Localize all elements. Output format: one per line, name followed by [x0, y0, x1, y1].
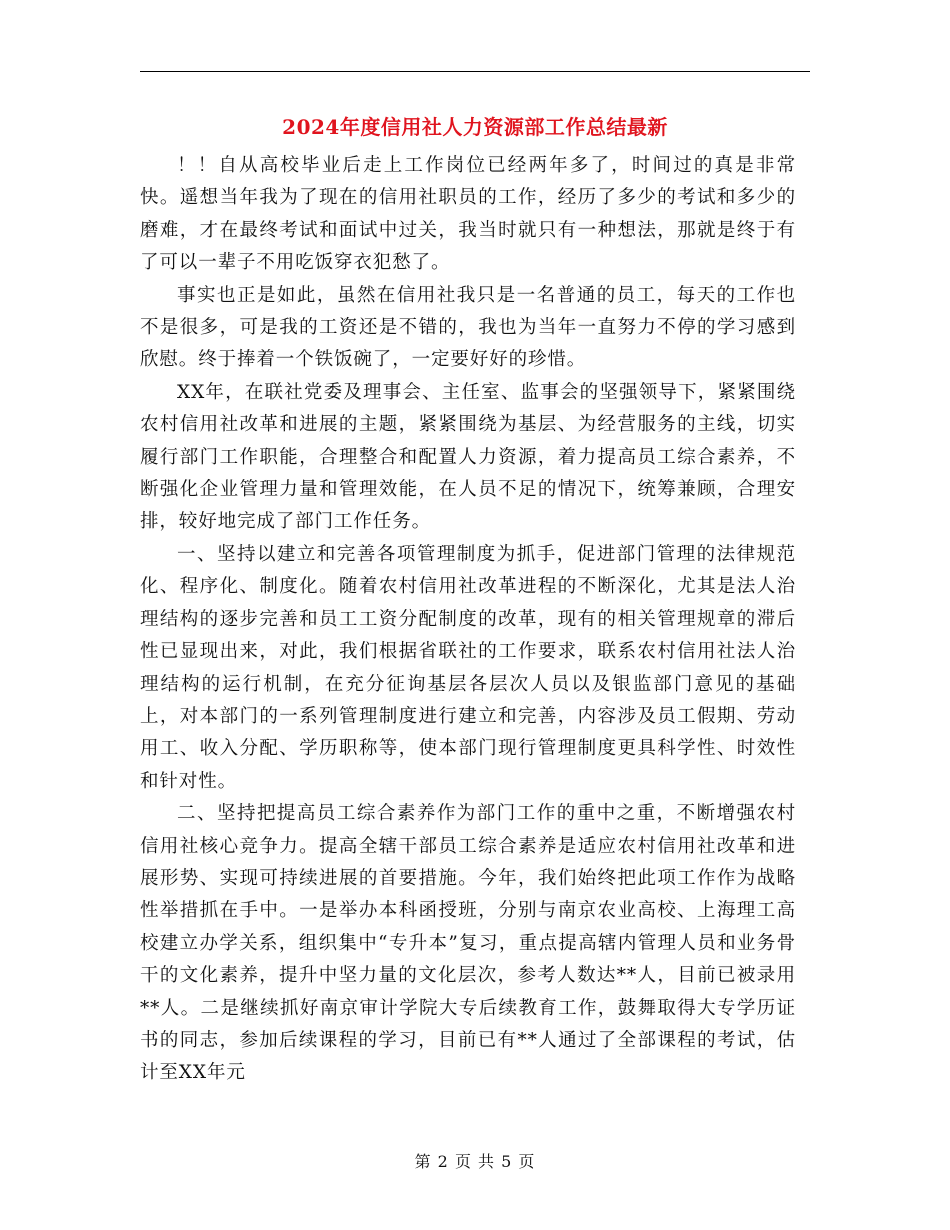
- document-title: 2024年度信用社人力资源部工作总结最新: [282, 115, 668, 139]
- page-number: 第 2 页 共 5 页: [414, 1152, 536, 1171]
- paragraph-section-one: 一、坚持以建立和完善各项管理制度为抓手，促进部门管理的法律规范化、程序化、制度化。随着农村信用社改革进程的不断深化，尤其是法人治理结构的逐步完善和员工工资分配制度的改革，现有的相关管理规章的滞后性已显现出来，对此，我们根据省联社的工作要求，联系农村信用社法人治理结构的运行机制，在充分征询基层各层次人员以及银监部门意见的基础上，对本部门的一系列管理制度进行建立和完善，内容涉及员工假期、劳动用工、收入分配、学历职称等，使本部门现行管理制度更具科学性、时效性和针对性。: [140, 543, 796, 792]
- paragraph-overview: XX年，在联社党委及理事会、主任室、监事会的坚强领导下，紧紧围绕农村信用社改革和进展的主题，紧紧围绕为基层、为经营服务的主线，切实履行部门工作职能，合理整合和配置人力资源，着力提高员工综合素养，不断强化企业管理力量和管理效能，在人员不足的情况下，统筹兼顾，合理安排，较好地完成了部门工作任务。: [140, 381, 796, 533]
- document-body: [140, 150, 796, 1090]
- paragraph-intro: ！！自从高校毕业后走上工作岗位已经两年多了，时间过的真是非常快。遥想当年我为了现在的信用社职员的工作，经历了多少的考试和多少的磨难，才在最终考试和面试中过关，我当时就只有一种想法，那就是终于有了可以一辈子不用吃饭穿衣犯愁了。: [140, 155, 796, 274]
- paragraph-reflection: 事实也正是如此，虽然在信用社我只是一名普通的员工，每天的工作也不是很多，可是我的工资还是不错的，我也为当年一直努力不停的学习感到欣慰。终于捧着一个铁饭碗了，一定要好好的珍惜。: [140, 284, 796, 371]
- paragraph-section-two: 二、坚持把提高员工综合素养作为部门工作的重中之重，不断增强农村信用社核心竞争力。提高全辖干部员工综合素养是适应农村信用社改革和进展形势、实现可持续进展的首要措施。今年，我们始终把此项工作作为战略性举措抓在手中。一是举办本科函授班，分别与南京农业高校、上海理工高校建立办学关系，组织集中“专升本”复习，重点提高辖内管理人员和业务骨干的文化素养，提升中坚力量的文化层次，参考人数达**人，目前已被录用**人。二是继续抓好南京审计学院大专后续教育工作，鼓舞取得大专学历证书的同志，参加后续课程的学习，目前已有**人通过了全部课程的考试，估计至XX年元: [140, 803, 796, 1084]
- header-rule: [140, 71, 810, 72]
